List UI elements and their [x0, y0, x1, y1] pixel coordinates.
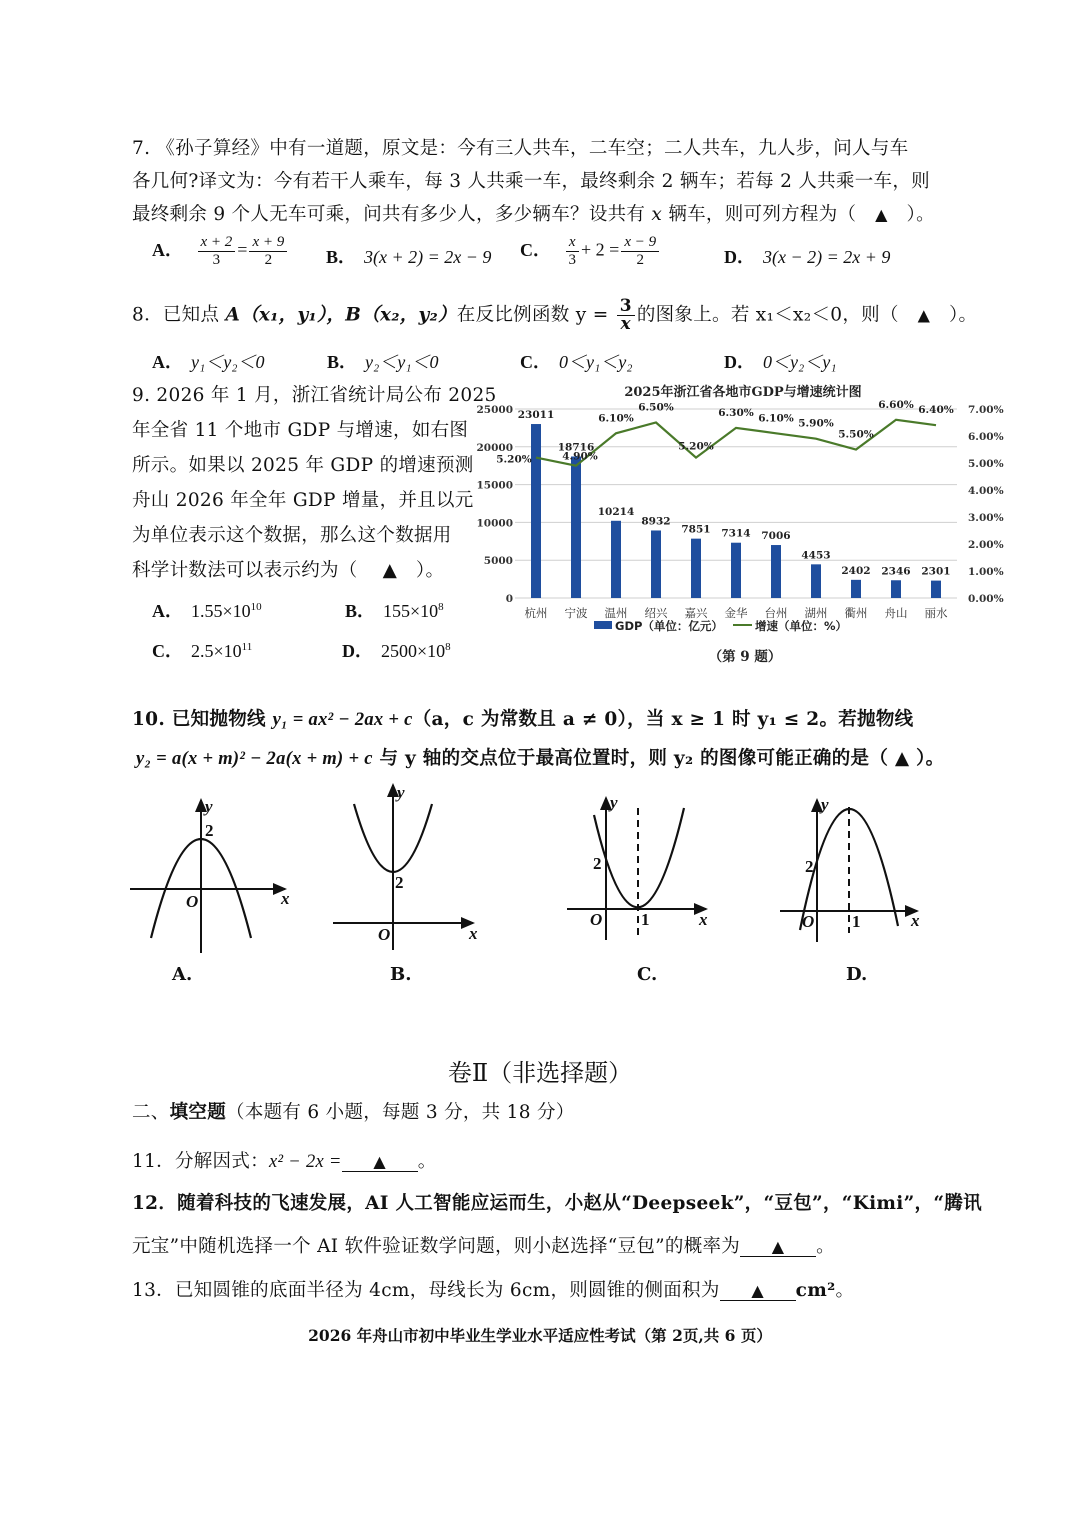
svg-text:7851: 7851: [681, 523, 711, 536]
chart-title: 2025年浙江省各地市GDP与增速统计图: [624, 385, 862, 400]
svg-text:增速（单位：%）: 增速（单位：%）: [755, 619, 848, 633]
svg-text:4.00%: 4.00%: [968, 485, 1004, 497]
svg-text:10000: 10000: [476, 517, 513, 530]
svg-text:2: 2: [205, 821, 214, 840]
svg-text:2: 2: [805, 857, 814, 876]
graph-b-label: B.: [390, 964, 412, 985]
svg-text:4453: 4453: [801, 549, 831, 562]
q7-line3: 最终剩余 9 个人无车可乘，问共有多少人，多少辆车？设共有 x 辆车，则可列方程为（ ▲ ）。: [132, 204, 935, 225]
q7-option-d: D． 3(x − 2) = 2x + 9: [724, 247, 891, 267]
q10-line2: y₂ = a(x + m)² − 2a(x + m) + c 与 y 轴的交点位于最高位置时，则 y₂ 的图像可能正确的是（ ▲ ）。: [136, 748, 945, 769]
svg-text:杭州: 杭州: [524, 606, 548, 620]
svg-text:x: x: [281, 889, 290, 908]
svg-text:GDP（单位：亿元）: GDP（单位：亿元）: [615, 619, 723, 633]
svg-text:y: y: [397, 783, 405, 802]
svg-text:1.00%: 1.00%: [968, 566, 1004, 578]
svg-text:O: O: [802, 912, 815, 931]
svg-text:x: x: [911, 911, 920, 930]
left-axis-ticks: [476, 404, 513, 605]
svg-text:5.20%: 5.20%: [496, 453, 532, 466]
graph-a: [130, 797, 290, 953]
svg-text:8932: 8932: [641, 515, 671, 528]
q9-line: 年全省 11 个地市 GDP 与增速，如右图: [132, 420, 469, 441]
q7-line1: 7. 《孙子算经》中有一道题，原文是：今有三人共车，二车空；二人共车，九人步，问人与车: [132, 138, 909, 159]
svg-text:1: 1: [852, 912, 861, 931]
svg-text:25000: 25000: [476, 404, 513, 416]
svg-text:2.00%: 2.00%: [968, 539, 1004, 551]
q9-line: 所示。如果以 2025 年 GDP 的增速预测: [132, 455, 474, 476]
svg-text:10214: 10214: [597, 505, 635, 518]
section-title: 卷Ⅱ（非选择题）: [447, 1059, 633, 1087]
svg-text:0: 0: [505, 593, 513, 605]
svg-text:15000: 15000: [476, 479, 513, 492]
q9-option-c: C． $2.5\times 10^{11}$: [152, 641, 253, 661]
svg-text:宁波: 宁波: [564, 606, 588, 620]
svg-text:18716: 18716: [557, 441, 595, 454]
page-footer: 2026 年舟山市初中毕业生学业水平适应性考试（第 2页,共 6 页）: [308, 1326, 772, 1345]
svg-text:y: y: [610, 793, 618, 812]
q9-line: 9. 2026 年 1 月，浙江省统计局公布 2025: [132, 385, 497, 406]
graph-a-label: A.: [172, 964, 193, 985]
svg-text:6.10%: 6.10%: [598, 412, 634, 425]
svg-text:5000: 5000: [483, 555, 513, 568]
graph-d: [780, 795, 920, 942]
q9-line: 为单位表示这个数据，那么这个数据用: [132, 525, 452, 546]
figure-caption: （第 9 题）: [708, 649, 782, 665]
right-axis-ticks: [968, 404, 1004, 605]
svg-text:6.10%: 6.10%: [758, 412, 794, 425]
svg-text:2: 2: [395, 873, 404, 892]
q7-option-b: B． 3(x + 2) = 2x − 9: [326, 247, 492, 267]
q9-option-a: A． $1.55\times 10^{10}$: [152, 601, 262, 621]
q9-line: 舟山 2026 年全年 GDP 增量，并且以元: [132, 490, 474, 511]
q7-option-c: C． $\frac{x}{3}$ + 2 = $\frac{x - 9}{2}$: [520, 234, 661, 269]
svg-text:舟山: 舟山: [884, 606, 908, 620]
svg-text:衢州: 衢州: [844, 606, 868, 620]
svg-text:23011: 23011: [517, 409, 555, 422]
svg-text:1: 1: [641, 910, 650, 929]
svg-text:7314: 7314: [721, 527, 751, 540]
svg-text:6.50%: 6.50%: [638, 401, 674, 414]
svg-text:7006: 7006: [761, 530, 791, 543]
q9-option-d: D． $2500\times 10^8$: [342, 641, 451, 661]
svg-text:2301: 2301: [921, 565, 951, 578]
svg-text:6.60%: 6.60%: [878, 398, 914, 411]
q8-stem: 8．已知点 A（x₁，y₁），B（x₂，y₂）在反比例函数 y = $\frac{3}{x}$ 的图象上。若 x₁＜x₂＜0，则（ ▲ ）。: [132, 296, 978, 334]
answer-mark: ▲: [875, 205, 888, 224]
section-heading: 二、填空题（本题有 6 小题，每题 3 分，共 18 分）: [132, 1102, 575, 1123]
svg-text:湖州: 湖州: [804, 606, 828, 620]
svg-text:5.90%: 5.90%: [798, 417, 834, 430]
svg-text:2346: 2346: [881, 565, 911, 578]
svg-text:5.20%: 5.20%: [678, 440, 714, 453]
svg-text:3.00%: 3.00%: [968, 512, 1004, 524]
svg-text:y: y: [205, 797, 213, 816]
svg-text:6.30%: 6.30%: [718, 406, 754, 419]
q7-option-a: A． $\frac{x + 2}{3}$ = $\frac{x + 9}{2}$: [152, 234, 289, 269]
svg-text:2402: 2402: [841, 564, 871, 577]
svg-text:O: O: [590, 910, 603, 929]
q8-option-c: C． 0＜y₁＜y₂: [520, 352, 633, 372]
svg-text:5.00%: 5.00%: [968, 458, 1004, 470]
svg-text:嘉兴: 嘉兴: [684, 606, 708, 620]
graph-b: [333, 783, 478, 950]
graph-c: [567, 793, 708, 940]
graph-c-label: C.: [637, 964, 658, 985]
q11: 11．分解因式：x² − 2x = ▲ 。: [132, 1151, 437, 1172]
q7-line2: 各几何?译文为：今有若干人乘车，每 3 人共乘一车，最终剩余 2 辆车；若每 2 人共乘一车，则: [132, 171, 930, 192]
graph-d-label: D.: [846, 964, 868, 985]
svg-text:绍兴: 绍兴: [644, 606, 668, 620]
svg-text:6.00%: 6.00%: [968, 431, 1004, 443]
q10-graphs: [120, 780, 1000, 995]
svg-text:5.50%: 5.50%: [838, 428, 874, 441]
svg-text:6.40%: 6.40%: [918, 404, 954, 417]
q12-line2: 元宝”中随机选择一个 AI 软件验证数学问题，则小赵选择“豆包”的概率为 ▲ 。: [132, 1236, 835, 1257]
svg-text:0.00%: 0.00%: [968, 593, 1004, 605]
svg-text:20000: 20000: [476, 441, 513, 454]
svg-text:丽水: 丽水: [924, 606, 948, 620]
svg-text:4.90%: 4.90%: [562, 450, 598, 463]
city-labels: [525, 606, 948, 620]
svg-text:y: y: [821, 795, 829, 814]
q8-option-a: A． y₁＜y₂＜0: [152, 352, 265, 372]
chart-legend: [594, 619, 847, 633]
legend-bar-swatch: [594, 621, 612, 629]
svg-text:x: x: [469, 924, 478, 943]
q12-line1: 12．随着科技的飞速发展，AI 人工智能应运而生，小赵从“Deepseek”，“豆包”，“Kimi”，“腾讯: [132, 1193, 982, 1214]
q10-line1: 10. 已知抛物线 y₁ = ax² − 2ax + c（a，c 为常数且 a ≠ 0），当 x ≥ 1 时 y₁ ≤ 2。若抛物线: [132, 709, 914, 730]
q13: 13．已知圆锥的底面半径为 4cm，母线长为 6cm，则圆锥的侧面积为 ▲ cm²。: [132, 1280, 855, 1301]
svg-text:7.00%: 7.00%: [968, 404, 1004, 416]
svg-text:O: O: [186, 892, 199, 911]
q9-option-b: B． $155\times 10^8$: [345, 601, 444, 621]
svg-text:台州: 台州: [764, 606, 788, 620]
gdp-chart: [475, 378, 1020, 673]
svg-text:温州: 温州: [604, 606, 628, 620]
svg-text:x: x: [699, 910, 708, 929]
q8-option-b: B． y₂＜y₁＜0: [327, 352, 439, 372]
svg-text:金华: 金华: [724, 606, 748, 620]
svg-text:O: O: [378, 925, 391, 944]
q8-option-d: D． 0＜y₂＜y₁: [724, 352, 837, 372]
q9-line: 科学计数法可以表示约为（ ▲ ）。: [132, 560, 445, 581]
svg-text:2: 2: [593, 854, 602, 873]
